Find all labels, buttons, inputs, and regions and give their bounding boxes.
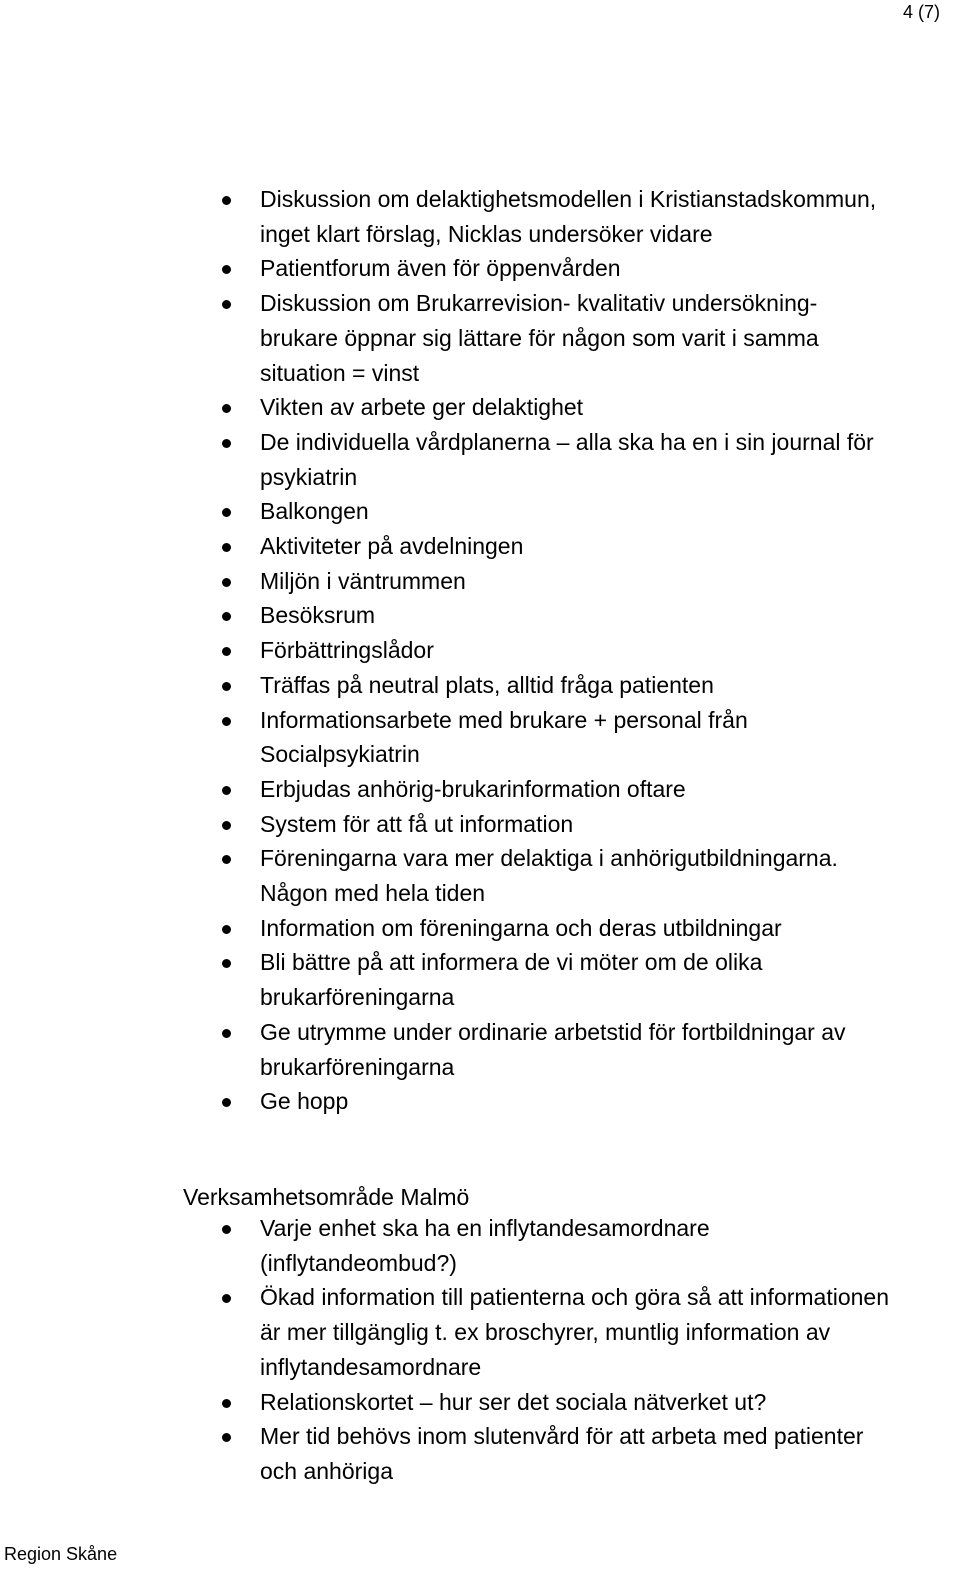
- bullet-icon: [222, 265, 231, 274]
- list-item: [0, 1385, 960, 1420]
- bullet-icon: [222, 543, 231, 552]
- list-item: [0, 772, 960, 807]
- list-item: [0, 1084, 960, 1119]
- list-item-text: Miljön i väntrummen: [260, 567, 466, 594]
- list-item-text: Informationsarbete med brukare + personal från Socialpsykiatrin: [260, 706, 748, 768]
- bullet-icon: [222, 786, 231, 795]
- list-item: [0, 668, 960, 703]
- bullet-icon: [222, 855, 231, 864]
- bullet-icon: [222, 300, 231, 309]
- list-item-text: Ökad information till patienterna och göra så att informationen är mer tillgänglig t. ex broschyrer, muntlig information av inflytandesamordnare: [260, 1284, 890, 1380]
- list-item: [0, 1211, 960, 1280]
- bullet-icon: [222, 821, 231, 830]
- list-item: [0, 807, 960, 842]
- list-item: [0, 1280, 960, 1384]
- bullet-icon: [222, 1294, 231, 1303]
- bullet-icon: [222, 439, 231, 448]
- list-item: [0, 529, 960, 564]
- list-item-text: Relationskortet – hur ser det sociala nätverket ut?: [260, 1388, 767, 1415]
- list-item: [0, 703, 960, 772]
- bullet-icon: [222, 508, 231, 517]
- list-item-text: Diskussion om delaktighetsmodellen i Kristianstadskommun, inget klart förslag, Nicklas undersöker vidare: [260, 186, 877, 247]
- bullet-icon: [222, 1098, 231, 1107]
- list-item: [0, 564, 960, 599]
- list-item-text: System för att få ut information: [260, 810, 574, 837]
- bullet-icon: [222, 682, 231, 691]
- list-item-text: Patientforum även för öppenvården: [260, 255, 621, 282]
- bullet-icon: [222, 404, 231, 413]
- list-item-text: Föreningarna vara mer delaktiga i anhörigutbildningarna. Någon med hela tiden: [260, 845, 838, 907]
- list-item-text: Erbjudas anhörig-brukarinformation oftare: [260, 775, 686, 802]
- section-heading: Verksamhetsområde Malmö: [183, 1184, 470, 1210]
- list-item: [0, 911, 960, 946]
- list-item: [0, 494, 960, 529]
- list-item-text: Information om föreningarna och deras utbildningar: [260, 914, 782, 941]
- list-item: [0, 1419, 960, 1488]
- footer-organization: Region Skåne: [4, 1544, 118, 1564]
- list-item-text: Balkongen: [260, 498, 369, 525]
- bullet-icon: [222, 1399, 231, 1408]
- bullet-icon: [222, 925, 231, 934]
- bullet-list-1: [0, 182, 960, 1119]
- bullet-icon: [222, 959, 231, 968]
- list-item: [0, 633, 960, 668]
- list-item-text: Besöksrum: [260, 602, 376, 629]
- bullet-list-2: [0, 1211, 960, 1489]
- list-item-text: Förbättringslådor: [260, 637, 434, 664]
- list-item-text: Vikten av arbete ger delaktighet: [260, 394, 584, 421]
- list-item: [0, 425, 960, 494]
- list-item: [0, 390, 960, 425]
- list-item: [0, 182, 960, 251]
- bullet-icon: [222, 1433, 231, 1442]
- bullet-icon: [222, 647, 231, 656]
- bullet-icon: [222, 1029, 231, 1038]
- list-item-text: Ge utrymme under ordinarie arbetstid för fortbildningar av brukarföreningarna: [260, 1018, 846, 1080]
- list-item-text: Diskussion om Brukarrevision- kvalitativ undersökning- brukare öppnar sig lättare för någon som varit i samma situation = vinst: [260, 290, 819, 386]
- list-item-text: Ge hopp: [260, 1088, 349, 1115]
- list-item-text: Aktiviteter på avdelningen: [260, 533, 524, 560]
- list-item-text: Bli bättre på att informera de vi möter om de olika brukarföreningarna: [260, 949, 763, 1011]
- list-item-text: Mer tid behövs inom slutenvård för att arbeta med patienter och anhöriga: [260, 1423, 864, 1484]
- bullet-icon: [222, 578, 231, 587]
- bullet-icon: [222, 717, 231, 726]
- bullet-icon: [222, 612, 231, 621]
- list-item: [0, 598, 960, 633]
- page-number: 4 (7): [902, 2, 940, 22]
- list-item: [0, 945, 960, 1014]
- list-item: [0, 1015, 960, 1084]
- list-item: [0, 841, 960, 910]
- list-item-text: Varje enhet ska ha en inflytandesamordnare (inflytandeombud?): [260, 1215, 710, 1276]
- list-item-text: Träffas på neutral plats, alltid fråga patienten: [260, 671, 714, 698]
- list-item: [0, 251, 960, 286]
- list-item-text: De individuella vårdplanerna – alla ska ha en i sin journal för psykiatrin: [260, 428, 874, 490]
- bullet-icon: [222, 1225, 231, 1234]
- list-item: [0, 286, 960, 390]
- bullet-icon: [222, 196, 231, 205]
